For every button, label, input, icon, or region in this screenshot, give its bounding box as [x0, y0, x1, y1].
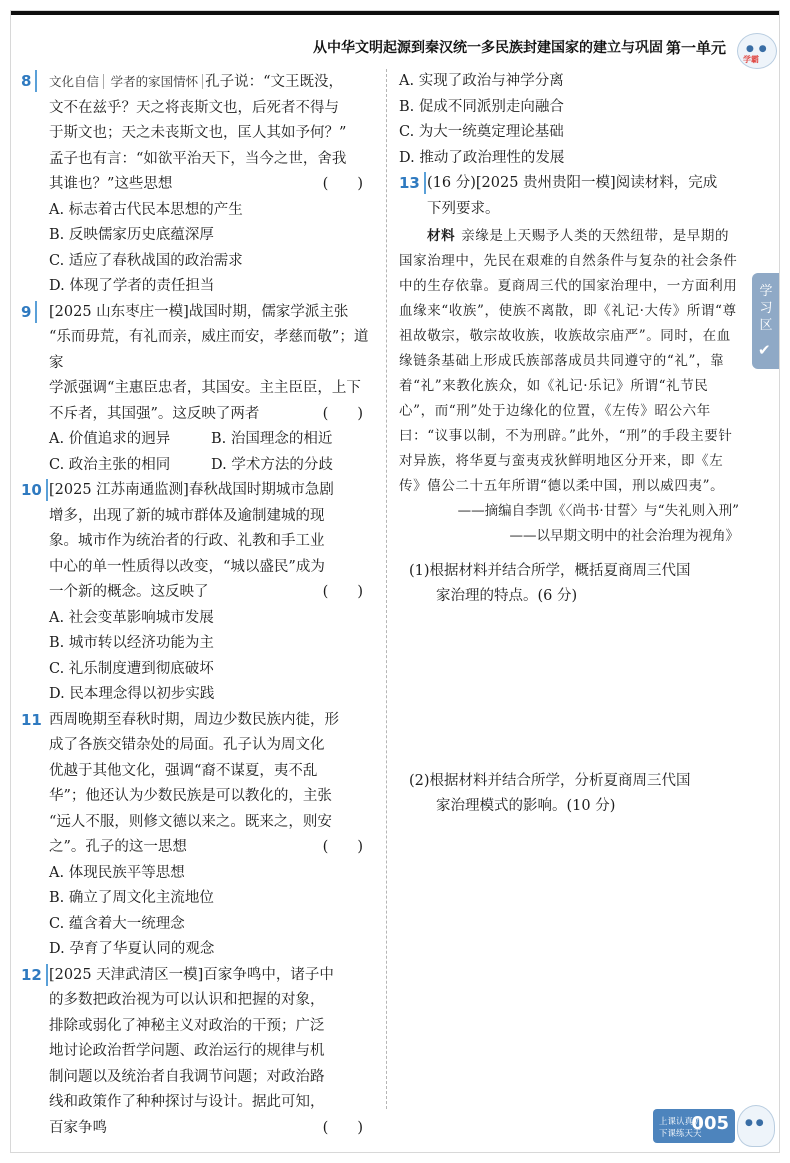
footer-slogan-2: 下课练天天 — [659, 1129, 702, 1139]
stem-line: 线和政策作了种种探讨与设计。据此可知， — [49, 1094, 325, 1110]
question-number: 9 — [21, 301, 37, 323]
stem-line: 增多，出现了新的城市群体及逾制建城的现 — [49, 507, 325, 524]
question-12-options — [399, 69, 739, 171]
option-b[interactable]: B. 反映儒家历史底蕴深厚 — [49, 227, 214, 243]
stem-line: 百家争鸣 — [49, 1119, 107, 1136]
option-c[interactable]: C. 政治主张的相同 — [49, 456, 171, 473]
side-tab — [752, 273, 780, 369]
column-divider — [386, 69, 387, 1109]
stem-line: 华”；他还认为少数民族是可以教化的，主张 — [49, 788, 332, 804]
stem-line: 之”。孔子的这一思想 — [49, 839, 187, 855]
question-10 — [21, 478, 373, 708]
material-source: ——摘编自李凯《〈尚书·甘誓〉与“失礼则入刑” — [457, 503, 739, 519]
stem-line: 不斥者，其国强”。这反映了两者 — [49, 405, 260, 422]
option-a[interactable]: A. 社会变革影响城市发展 — [49, 609, 214, 626]
stem-line: 象。城市作为统治者的行政、礼教和手工业 — [49, 533, 325, 549]
mascot-logo-icon: ● ● 学霸 — [737, 33, 777, 69]
option-b[interactable]: B. 促成不同派别走向融合 — [399, 98, 564, 115]
check-icon: ✔ — [758, 341, 771, 359]
option-c[interactable]: C. 为大一统奠定理论基础 — [399, 124, 564, 140]
stem-line: 文不在兹乎？天之将丧斯文也，后死者不得与 — [49, 99, 339, 116]
question-number: 12 — [21, 964, 48, 986]
stem-line: 于斯文也；天之未丧斯文也，匡人其如予何？” — [49, 125, 347, 141]
stem-line: “乐而毋荒，有礼而亲，威庄而安，孝慈而敬”；道家 — [49, 329, 369, 371]
material-text: 亲缘是上天赐予人类的天然纽带，是早期的国家治理中，先民在艰难的自然条件与复杂的社会条件中的生存依靠。夏商周三代的国家治理中，一方面利用血缘来“收族”，使族不离散，即《礼记·大传》所谓“尊祖故敬宗，敬宗故收族，收族故宗庙严”。同时，在血缘链条基础上形成氏族部落成员共同遵守的“礼”，靠着“礼”来教化族众，如《礼记·乐记》所谓“礼节民心”，而“刑”处于边缘化的位置，《左传》昭公六年曰：“议事以制，不为刑辟。”此外，“刑”的手段主要针对异族，将华夏与蛮夷戎狄鲜明地区分开来，即《左传》僖公二十五年所谓“德以柔中国，刑以威四夷”。 — [399, 228, 738, 494]
option-a[interactable]: A. 价值追求的迥异 — [49, 431, 171, 447]
option-d[interactable]: D. 体现了学者的责任担当 — [49, 278, 215, 294]
stem-line: “远人不服，则修文德以来之。既来之，则安 — [49, 813, 332, 830]
sub-question-2: (2)根据材料并结合所学，分析夏商周三代国 家治理模式的影响。(10 分) — [409, 773, 691, 814]
sub-question-1: (1)根据材料并结合所学，概括夏商周三代国 家治理的特点。(6 分) — [409, 563, 691, 604]
page-number: 005 — [691, 1113, 729, 1134]
stem-line: 成了各族交错杂处的局面。孔子认为周文化 — [49, 737, 325, 753]
right-column — [399, 69, 739, 969]
question-9 — [21, 300, 373, 479]
page — [10, 10, 780, 1153]
stem-line: 地讨论政治哲学问题、政治运行的规律与机 — [49, 1043, 325, 1059]
mascot-icon: ● ● — [737, 1105, 775, 1147]
option-c[interactable]: C. 适应了春秋战国的政治需求 — [49, 252, 243, 269]
left-column — [21, 69, 373, 1141]
answer-parentheses[interactable]: ( ) — [322, 405, 363, 422]
option-b[interactable]: B. 治国理念的相近 — [211, 431, 333, 447]
answer-parentheses[interactable]: ( ) — [322, 839, 363, 855]
chapter-title: 从中华文明起源到秦汉统一多民族封建国家的建立与巩固 — [313, 40, 663, 56]
answer-parentheses[interactable]: ( ) — [322, 584, 363, 600]
stem-line: 优越于其他文化，强调“裔不谋夏，夷不乱 — [49, 762, 318, 779]
material-label: 材料 — [427, 228, 456, 244]
question-8 — [21, 69, 373, 300]
material-passage — [399, 224, 739, 499]
answer-parentheses[interactable]: ( ) — [322, 176, 363, 192]
footer-slogan-1: 上课认真听 — [659, 1117, 702, 1127]
option-b[interactable]: B. 确立了周文化主流地位 — [49, 890, 214, 906]
page-header — [11, 11, 780, 64]
stem-line: [2025 天津武清区一模]百家争鸣中，诸子中 — [49, 966, 334, 983]
question-number: 13 — [399, 172, 426, 194]
option-d[interactable]: D. 民本理念得以初步实践 — [49, 686, 215, 702]
question-tag: 学者的家国情怀 — [111, 74, 204, 89]
stem-line: 下列要求。 — [427, 200, 500, 217]
footer-badge — [653, 1109, 735, 1143]
stem-line: 制问题以及统治者自我调节问题；对政治路 — [49, 1068, 325, 1085]
stem-line: 的多数把政治视为可以认识和把握的对象， — [49, 992, 325, 1008]
answer-area-2[interactable] — [399, 819, 739, 969]
option-a[interactable]: A. 标志着古代民本思想的产生 — [49, 201, 243, 218]
question-tag: 文化自信 — [49, 74, 104, 89]
stem-line: 其谁也？”这些思想 — [49, 176, 173, 192]
question-13 — [399, 171, 739, 222]
option-a[interactable]: A. 体现民族平等思想 — [49, 864, 185, 881]
question-11 — [21, 708, 373, 963]
stem-line: (16 分)[2025 贵州贵阳一模]阅读材料，完成 — [427, 175, 718, 191]
unit-label: 第一单元 — [665, 39, 726, 57]
logo-text: 学霸 — [743, 55, 759, 64]
option-d[interactable]: D. 推动了政治理性的发展 — [399, 149, 565, 166]
side-tab-label: 学习区 — [759, 284, 773, 333]
stem-line: 西周晚期至春秋时期，周边少数民族内徙，形 — [49, 711, 339, 728]
stem-line: [2025 山东枣庄一模]战国时期，儒家学派主张 — [49, 303, 349, 320]
question-12 — [21, 963, 373, 1142]
question-number: 11 — [21, 710, 42, 729]
option-c[interactable]: C. 礼乐制度遭到彻底破坏 — [49, 660, 214, 677]
answer-parentheses[interactable]: ( ) — [322, 1119, 363, 1136]
stem-line: 中心的单一性质得以改变，“城以盛民”成为 — [49, 558, 325, 575]
option-a[interactable]: A. 实现了政治与神学分离 — [399, 73, 564, 89]
option-c[interactable]: C. 蕴含着大一统理念 — [49, 915, 185, 932]
stem-line: [2025 江苏南通监测]春秋战国时期城市急剧 — [49, 482, 334, 498]
option-d[interactable]: D. 孕育了华夏认同的观念 — [49, 941, 215, 957]
stem-line: 排除或弱化了神秘主义对政治的干预；广泛 — [49, 1017, 325, 1034]
option-d[interactable]: D. 学术方法的分歧 — [211, 456, 333, 473]
question-number: 10 — [21, 479, 48, 501]
stem-line: 孟子也有言：“如欲平治天下，当今之世，舍我 — [49, 150, 347, 167]
answer-area-1[interactable] — [399, 609, 739, 759]
material-source-subtitle: ——以早期文明中的社会治理为视角》 — [509, 528, 739, 544]
stem-line: 孔子说：“文王既没， — [205, 74, 344, 90]
question-number: 8 — [21, 70, 37, 92]
stem-line: 一个新的概念。这反映了 — [49, 584, 209, 600]
stem-line: 学派强调“主惠臣忠者，其国安。主主臣臣，上下 — [49, 380, 361, 396]
option-b[interactable]: B. 城市转以经济功能为主 — [49, 635, 214, 651]
